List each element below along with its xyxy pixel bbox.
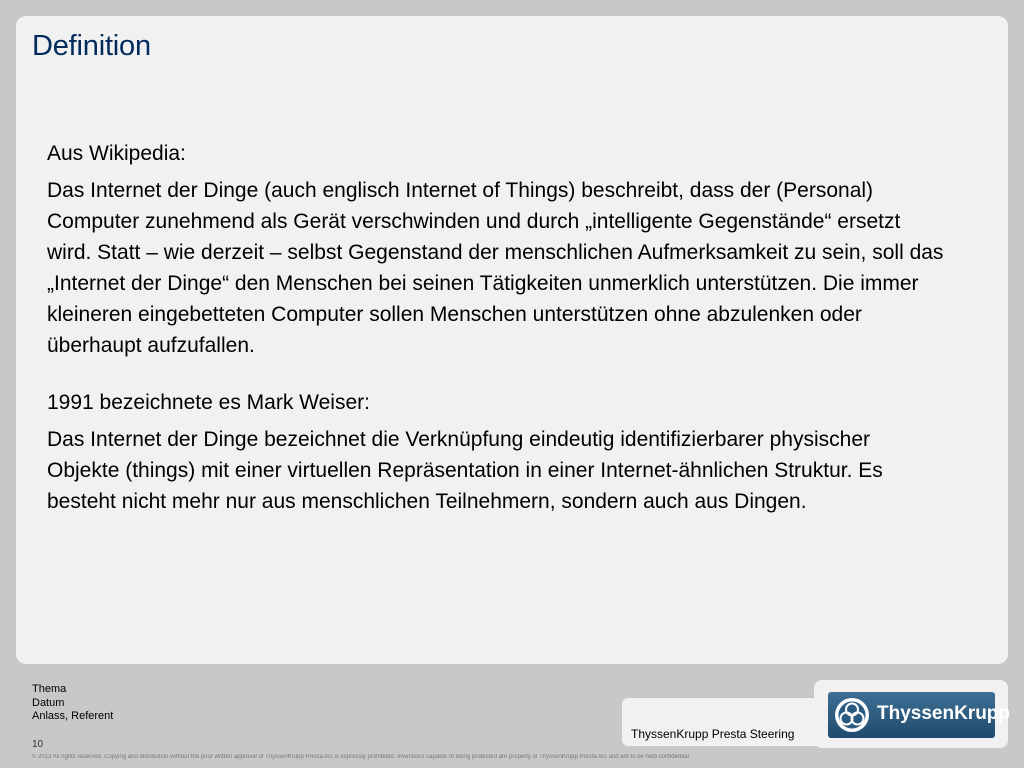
paragraph-wikipedia-definition: Das Internet der Dinge (auch englisch Internet of Things) beschreibt, dass der (Personal) Computer zunehmend als Gerät verschwinden und durch „intelligente Gegenstände“ ersetzt wird. Statt – wie derzeit – selbst Gegenstand der menschlichen Aufmerksamkeit zu sein, soll das „Internet der Dinge“ den Menschen bei seinen Tätigkeiten unmerklich unterstützen. Die immer kleineren eingebetteten Computer sollen Menschen unterstützen ohne abzulenken oder überhaupt aufzufallen. (47, 179, 944, 357)
thyssenkrupp-rings-emblem-icon (832, 695, 872, 735)
slide-title: Definition (32, 30, 151, 62)
slide-content (47, 138, 947, 517)
page-number: 10 (32, 739, 44, 750)
footer-datum: Datum (32, 696, 65, 709)
paragraph-source-weiser: 1991 bezeichnete es Mark Weiser: (47, 391, 370, 414)
logo-text: ThyssenKrupp (877, 703, 1011, 724)
footer-meta (32, 683, 113, 724)
footer-anlass: Anlass, Referent (32, 710, 114, 722)
paragraph-source-wikipedia: Aus Wikipedia: (47, 142, 186, 165)
footer-thema: Thema (32, 683, 67, 695)
paragraph-weiser-definition: Das Internet der Dinge bezeichnet die Verknüpfung eindeutig identifizierbarer physischer Objekte (things) mit einer virtuellen Repräsentation in einer Internet-ähnlichen Struktur. Es besteht nicht mehr nur aus menschlichen Teilnehmern, sondern auch aus Dingen. (47, 428, 883, 513)
company-name: ThyssenKrupp Presta Steering (631, 727, 795, 741)
copyright-notice: © 2013 All rights reserved. Copying and distribution without the prior written approval of ThyssenKrupp Presta AG is expressly prohibited. Inventions capable of being protected are property of ThyssenKrupp Presta AG and are to be held confidential (32, 754, 689, 760)
